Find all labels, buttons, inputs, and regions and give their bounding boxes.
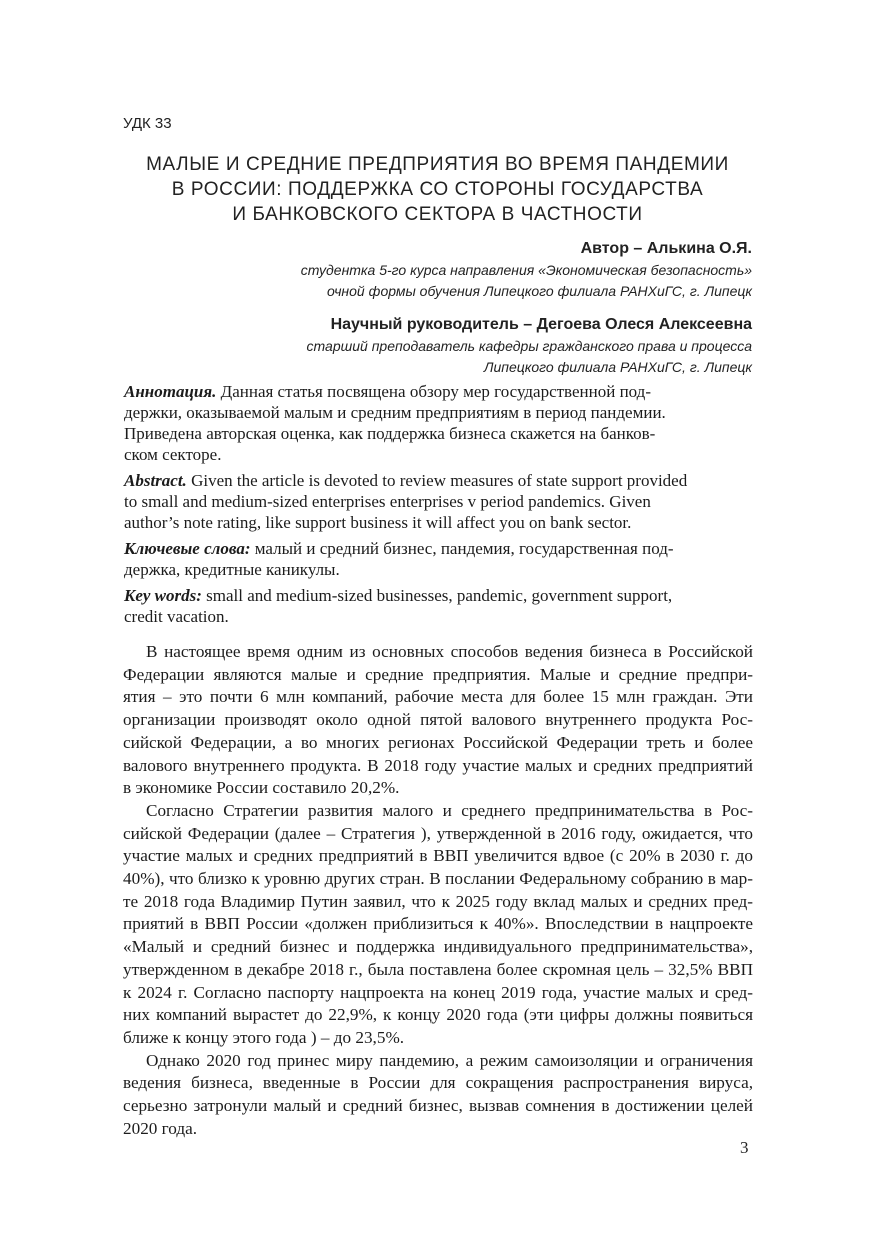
body-paragraph xyxy=(123,641,753,800)
keywords-ru-text: держка, кредитные каникулы. xyxy=(124,560,340,579)
text-line: к 2024 г. Согласно паспорту нацпроекта на конец 2019 года, участие малых и сред- xyxy=(123,982,753,1002)
body-paragraph xyxy=(123,1050,753,1141)
text-line: них компаний вырастет до 22,9%, к концу 2020 года (эти цифры должны появиться xyxy=(123,1005,753,1025)
text-line: участие малых и средних предприятий в ВВП увеличится вдвое (с 20% в 2030 г. до xyxy=(123,846,753,866)
text-line: сийской Федерации (далее – Стратегия ), утвержденной в 2016 году, ожидается, что xyxy=(123,823,753,843)
abstract-ru-text: Данная статья посвящена обзору мер государственной под- xyxy=(216,382,651,401)
abstract-en-text: author’s note rating, like support business it will affect you on bank sector. xyxy=(124,513,632,532)
title-line: И БАНКОВСКОГО СЕКТОРА В ЧАСТНОСТИ xyxy=(232,204,643,225)
keywords-en-text: small and medium-sized businesses, pandemic, government support, xyxy=(201,586,673,605)
keywords-en-text: credit vacation. xyxy=(124,607,229,626)
keywords-ru xyxy=(124,538,724,580)
abstract-en xyxy=(124,470,724,533)
author-name: Автор – Алькина О.Я. xyxy=(580,240,752,257)
text-line: организации производят около одной пятой валового внутреннего продукта Рос- xyxy=(123,710,753,730)
title-line: МАЛЫЕ И СРЕДНИЕ ПРЕДПРИЯТИЯ ВО ВРЕМЯ ПАНДЕМИИ xyxy=(146,154,729,175)
text-line: Однако 2020 год принес миру пандемию, а режим самоизоляции и ограничения xyxy=(146,1050,753,1070)
text-line: Федерации являются малые и средние предприятия. Малые и средние предпри- xyxy=(123,664,753,684)
text-line: утвержденном в декабре 2018 г., была поставлена более скромная цель – 32,5% ВВП xyxy=(123,959,753,979)
abstract-ru xyxy=(124,381,724,465)
page-number: 3 xyxy=(740,1138,749,1157)
udk-code: УДК 33 xyxy=(123,115,172,132)
author-affiliation: студентка 5-го курса направления «Экономическая безопасность» xyxy=(300,262,752,278)
text-line: ведения бизнеса, введенные в России для сокращения распространения вируса, xyxy=(123,1073,753,1093)
abstract-ru-label: Аннотация. xyxy=(124,382,217,401)
abstract-en-text: to small and medium-sized enterprises enterprises v period pandemics. Given xyxy=(124,492,651,511)
keywords-ru-label: Ключевые слова: xyxy=(124,539,251,558)
abstract-ru-text: ском секторе. xyxy=(124,445,222,464)
abstract-en-text: Given the article is devoted to review measures of state support provided xyxy=(186,471,688,490)
keywords-en xyxy=(124,585,724,627)
supervisor-affiliation: Липецкого филиала РАНХиГС, г. Липецк xyxy=(483,359,752,375)
text-line: ближе к концу этого года ) – до 23,5%. xyxy=(123,1027,405,1047)
text-line: 40%), что близко к уровню других стран. В послании Федеральному собранию в мар- xyxy=(123,869,753,889)
text-line: серьезно затронули малый и средний бизнес, вызвав сомнения в достижении целей xyxy=(123,1096,753,1116)
text-line: в экономике России составило 20,2%. xyxy=(123,778,400,798)
article-title xyxy=(100,152,775,227)
abstract-block xyxy=(124,381,724,632)
text-line: «Малый и средний бизнес и поддержка индивидуального предпринимательства», xyxy=(123,937,753,957)
text-line: В настоящее время одним из основных способов ведения бизнеса в Российской xyxy=(146,642,753,661)
text-line: Согласно Стратегии развития малого и среднего предпринимательства в Рос- xyxy=(146,800,753,820)
title-line: В РОССИИ: ПОДДЕРЖКА СО СТОРОНЫ ГОСУДАРСТВА xyxy=(171,179,704,200)
supervisor-affiliation: старший преподаватель кафедры гражданского права и процесса xyxy=(306,338,752,354)
supervisor-name: Научный руководитель – Дегоева Олеся Алексеевна xyxy=(330,316,752,333)
abstract-ru-text: Приведена авторская оценка, как поддержка бизнеса скажется на банков- xyxy=(124,424,656,443)
text-line: сийской Федерации, а во многих регионах Российской Федерации треть и более xyxy=(123,732,753,752)
text-line: 2020 года. xyxy=(123,1118,198,1138)
text-line: приятий в ВВП России «должен приблизиться к 40%». Впоследствии в нацпроекте xyxy=(123,914,753,934)
article-body xyxy=(123,641,753,1140)
keywords-ru-text: малый и средний бизнес, пандемия, государственная под- xyxy=(250,539,674,558)
abstract-ru-text: держки, оказываемой малым и средним предприятиям в период пандемии. xyxy=(124,403,666,422)
text-line: те 2018 года Владимир Путин заявил, что к 2025 году вклад малых и средних пред- xyxy=(123,891,753,911)
text-line: ятия – это почти 6 млн компаний, рабочие места для более 15 млн граждан. Эти xyxy=(123,687,753,707)
body-paragraph xyxy=(123,800,753,1050)
author-block xyxy=(200,238,752,378)
text-line: валового внутреннего продукта. В 2018 году участие малых и средних предприятий xyxy=(123,755,753,775)
abstract-en-label: Abstract. xyxy=(124,471,187,490)
keywords-en-label: Key words: xyxy=(124,586,202,605)
author-affiliation: очной формы обучения Липецкого филиала РАНХиГС, г. Липецк xyxy=(327,283,752,299)
